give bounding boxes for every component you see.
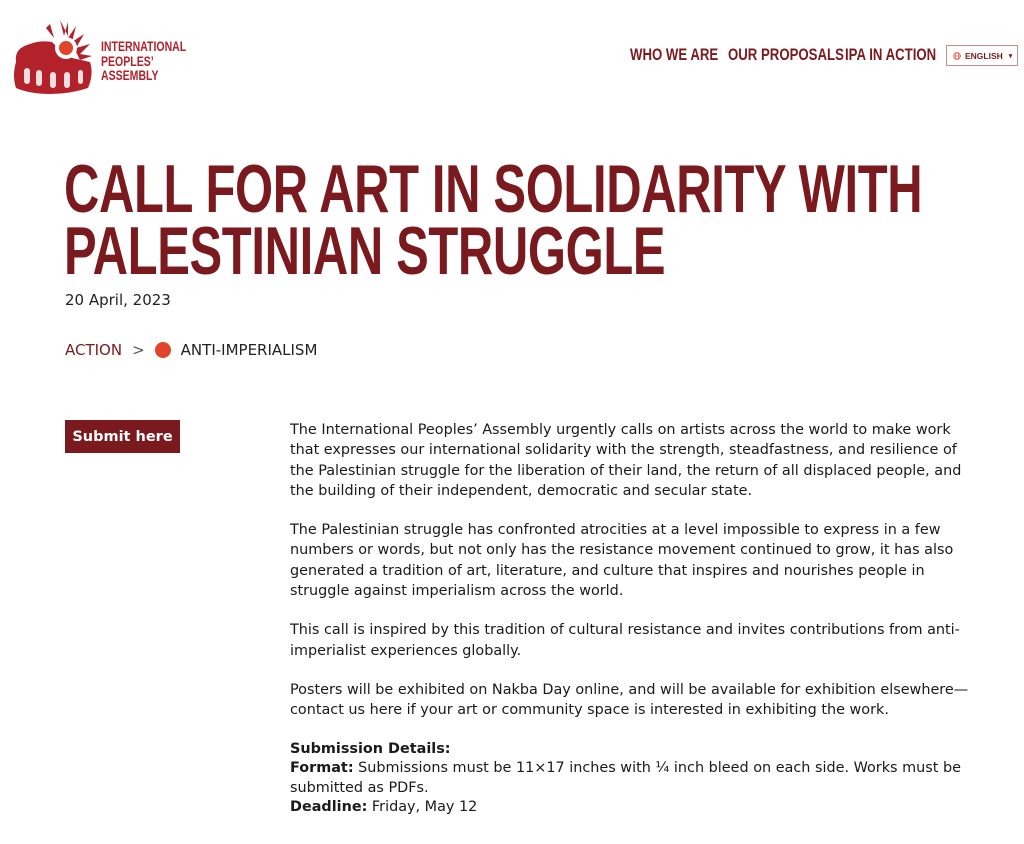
globe-icon [953, 52, 961, 60]
breadcrumb [65, 340, 317, 360]
breadcrumb-separator: > [132, 341, 145, 359]
deadline-value: Friday, May 12 [367, 799, 478, 816]
format-label: Format: [290, 760, 354, 777]
logo-wordmark [101, 40, 186, 84]
chevron-down-icon: ▾ [1008, 52, 1013, 60]
article-body [290, 420, 970, 818]
logo-line-3: ASSEMBLY [101, 68, 159, 83]
submission-details [290, 740, 970, 818]
language-selected: ENGLISH [965, 50, 1003, 61]
title-line-2: PALESTINIAN STRUGGLE [64, 213, 666, 289]
format-value: Submissions must be 11×17 inches with ¼ inch bleed on each side. Works must be submitted as PDFs. [290, 760, 961, 796]
details-format [290, 759, 970, 798]
deadline-label: Deadline: [290, 799, 368, 816]
site-header [0, 0, 1024, 110]
language-selector[interactable] [946, 45, 1018, 66]
article-paragraph-4: Posters will be exhibited on Nakba Day online, and will be available for exhibition elsewhere—contact us here if your art or community space is interested in exhibiting the work. [290, 681, 969, 719]
breadcrumb-action-link[interactable]: ACTION [65, 341, 123, 359]
nav-our-proposals[interactable]: OUR PROPOSALS [728, 46, 844, 64]
breadcrumb-category-link[interactable]: ANTI-IMPERIALISM [180, 341, 318, 359]
logo-line-1: INTERNATIONAL [101, 39, 187, 54]
logo-line-2: PEOPLES’ [101, 53, 154, 69]
nav-who-we-are[interactable]: WHO WE ARE [630, 46, 719, 64]
article-paragraph-2: The Palestinian struggle has confronted atrocities at a level impossible to express in a few numbers or words, but not only has the resistance movement continued to grow, it has also generated a tradition of art, literature, and culture that inspires and nourishes people in struggle against imperialism across the world. [290, 522, 954, 600]
nav-ipa-in-action[interactable]: IPA IN ACTION [845, 46, 937, 64]
publish-date: 20 April, 2023 [65, 291, 171, 309]
sun-logo-icon [10, 18, 94, 96]
page-title [64, 151, 923, 289]
title-line-1: CALL FOR ART IN SOLIDARITY WITH [64, 151, 923, 227]
details-heading: Submission Details: [290, 740, 451, 757]
category-dot-icon [155, 342, 171, 358]
submit-here-button[interactable]: Submit here [65, 420, 180, 453]
details-deadline [290, 798, 970, 818]
article-paragraph-1: The International Peoples’ Assembly urgently calls on artists across the world to make work that expresses our international solidarity with the strength, steadfastness, and resilience of the Palestinian struggle for the liberation of their land, the return of all displaced people, and the building of their independent, democratic and secular state. [290, 422, 962, 499]
site-logo[interactable] [10, 18, 200, 98]
article-paragraph-3: This call is inspired by this tradition of cultural resistance and invites contributions from anti-imperialist experiences globally. [290, 622, 960, 659]
